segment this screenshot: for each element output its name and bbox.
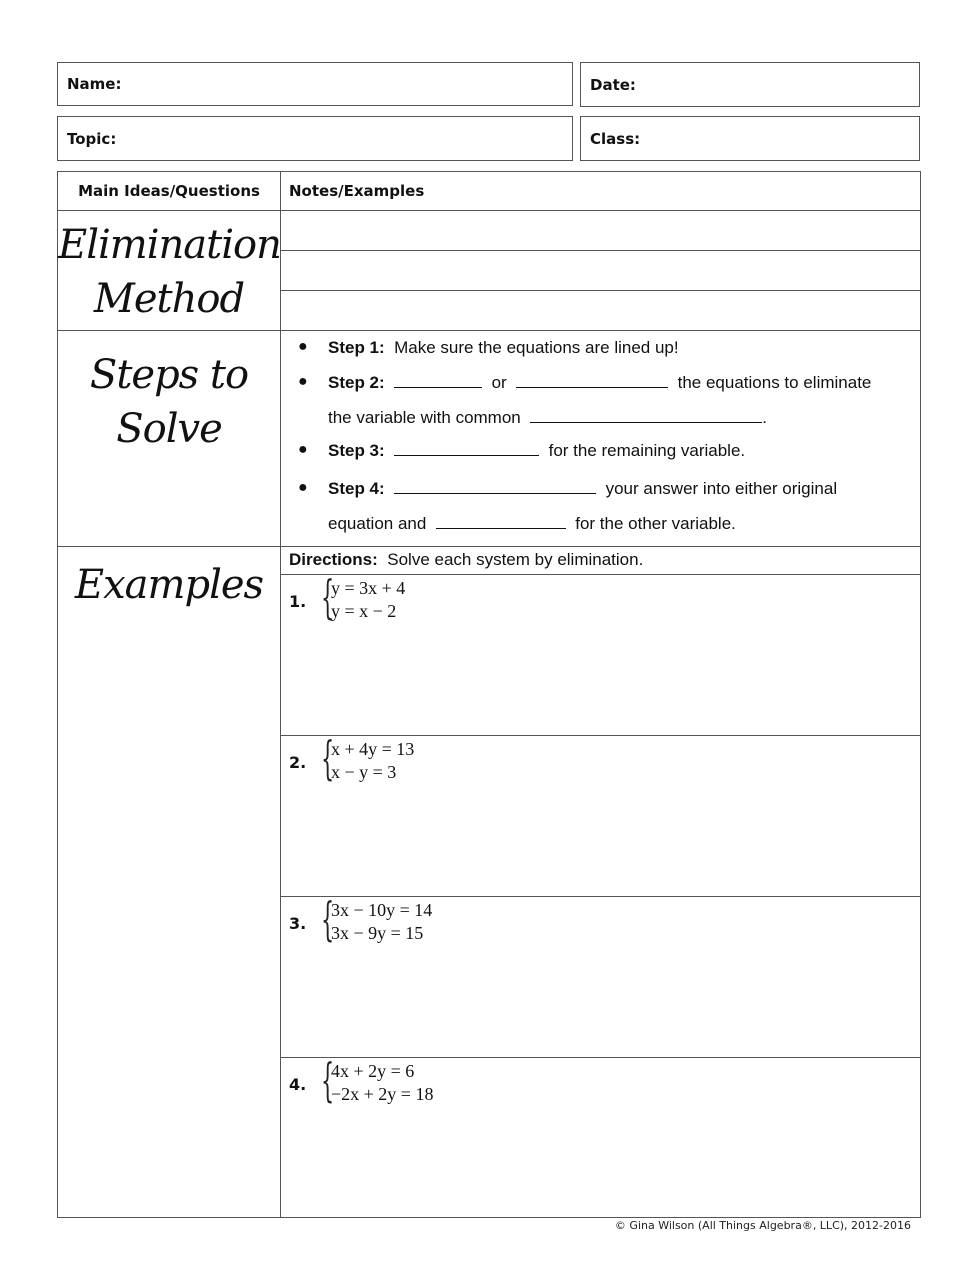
notes-table [57, 171, 921, 1218]
step-2-cont-text: the variable with common [328, 408, 521, 427]
copyright-footer: © Gina Wilson (All Things Algebra®, LLC), 2012-2016 [614, 1219, 911, 1232]
date-field[interactable] [580, 62, 920, 107]
steps-list [298, 338, 908, 544]
topic-label: Topic: [67, 129, 117, 148]
example-number: 2. [289, 753, 307, 772]
row-divider [281, 735, 920, 736]
step-3-text: for the remaining variable. [548, 441, 746, 460]
row-divider [58, 546, 920, 547]
step-4-continued [298, 514, 908, 544]
step-2-end: . [762, 408, 767, 427]
blank-line[interactable] [436, 514, 566, 529]
equation-1: 3x − 10y = 14 [331, 900, 433, 920]
step-2-label: Step 2: [328, 373, 385, 392]
row-divider [58, 330, 920, 331]
step-2-text: the equations to eliminate [677, 373, 872, 392]
section-title-solve: Solve [116, 406, 222, 452]
step-4-end: for the other variable. [575, 514, 736, 533]
step-2 [298, 373, 908, 408]
section-title-examples: Examples [74, 562, 264, 608]
bullet-icon: ● [298, 373, 308, 390]
bullet-icon: ● [298, 441, 308, 458]
equation-2: y = x − 2 [331, 601, 397, 621]
equation-2: x − y = 3 [331, 762, 397, 782]
brace-icon: { [321, 731, 335, 785]
equation-2: 3x − 9y = 15 [331, 923, 424, 943]
bullet-icon: ● [298, 338, 308, 355]
row-divider [281, 1057, 920, 1058]
blank-line[interactable] [394, 441, 539, 456]
blank-line[interactable] [516, 373, 668, 388]
row-divider [281, 896, 920, 897]
row-divider [281, 574, 920, 575]
date-label: Date: [590, 75, 636, 94]
step-2-continued [298, 408, 908, 441]
section-title-elimination: Elimination [58, 222, 281, 268]
writing-line [281, 290, 920, 291]
column-divider [280, 172, 281, 1217]
blank-line[interactable] [530, 408, 762, 423]
equation-1: 4x + 2y = 6 [331, 1061, 415, 1081]
example-number: 3. [289, 914, 307, 933]
column-header-notes: Notes/Examples [289, 182, 425, 200]
writing-line [281, 250, 920, 251]
section-title-method: Method [93, 276, 245, 322]
step-4-label: Step 4: [328, 479, 385, 498]
class-label: Class: [590, 129, 641, 148]
bullet-icon: ● [298, 479, 308, 496]
brace-icon: { [321, 570, 335, 624]
step-3 [298, 441, 908, 479]
directions [289, 550, 643, 570]
directions-label: Directions: [289, 550, 378, 569]
directions-text: Solve each system by elimination. [387, 550, 644, 569]
step-3-label: Step 3: [328, 441, 385, 460]
step-4 [298, 479, 908, 514]
example-number: 1. [289, 592, 307, 611]
step-4-text: your answer into either original [605, 479, 838, 498]
equation-1: y = 3x + 4 [331, 578, 406, 598]
class-field[interactable] [580, 116, 920, 161]
topic-field[interactable] [57, 116, 573, 161]
brace-icon: { [321, 1053, 335, 1107]
example-number: 4. [289, 1075, 307, 1094]
step-1 [298, 338, 908, 373]
name-field[interactable] [57, 62, 573, 106]
brace-icon: { [321, 892, 335, 946]
blank-line[interactable] [394, 479, 596, 494]
step-2-or: or [491, 373, 507, 392]
row-divider [58, 210, 920, 211]
blank-line[interactable] [394, 373, 482, 388]
equation-1: x + 4y = 13 [331, 739, 415, 759]
step-1-label: Step 1: [328, 338, 385, 357]
name-label: Name: [67, 75, 122, 93]
column-header-main-ideas: Main Ideas/Questions [78, 182, 260, 200]
section-title-steps: Steps to [89, 352, 249, 398]
step-4-cont-text: equation and [328, 514, 427, 533]
step-1-text: Make sure the equations are lined up! [394, 338, 679, 357]
equation-2: −2x + 2y = 18 [331, 1084, 434, 1104]
